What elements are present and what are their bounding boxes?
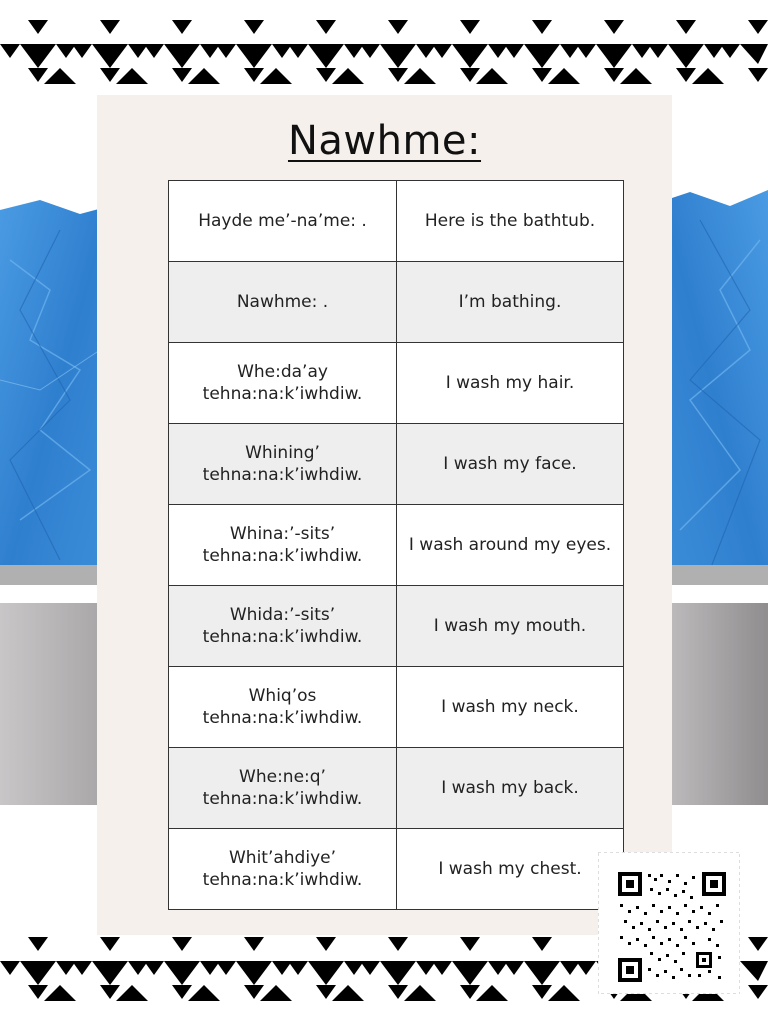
page-title: Nawhme:: [287, 118, 482, 164]
phrase-cell: Whiq’os tehna:na:k’iwhdiw.: [169, 667, 397, 748]
translation-cell: I wash my back.: [397, 748, 624, 829]
table-row: [169, 424, 624, 505]
phrase-cell: Whina:’-sits’ tehna:na:k’iwhdiw.: [169, 505, 397, 586]
table-row: [169, 505, 624, 586]
table-row: [169, 829, 624, 910]
crumpled-blue-paper-left: [0, 200, 110, 600]
table-row: [169, 181, 624, 262]
table-row: [169, 262, 624, 343]
phrase-cell: Whida:’-sits’ tehna:na:k’iwhdiw.: [169, 586, 397, 667]
translation-cell: I wash my neck.: [397, 667, 624, 748]
qr-code-icon[interactable]: [598, 852, 740, 994]
top-triangle-border: [0, 18, 768, 88]
translation-cell: I’m bathing.: [397, 262, 624, 343]
grey-shelf-right: [668, 565, 768, 805]
translation-cell: I wash my chest.: [397, 829, 624, 910]
vocabulary-table: [168, 180, 624, 910]
table-row: [169, 586, 624, 667]
crumpled-blue-paper-right: [660, 190, 768, 600]
table-row: [169, 748, 624, 829]
grey-shelf-left: [0, 565, 100, 805]
translation-cell: I wash my face.: [397, 424, 624, 505]
translation-cell: Here is the bathtub.: [397, 181, 624, 262]
translation-cell: I wash around my eyes.: [397, 505, 624, 586]
translation-cell: I wash my mouth.: [397, 586, 624, 667]
phrase-cell: Hayde me’-na’me: .: [169, 181, 397, 262]
table-row: [169, 343, 624, 424]
phrase-cell: Nawhme: .: [169, 262, 397, 343]
phrase-cell: Whit’ahdiye’ tehna:na:k’iwhdiw.: [169, 829, 397, 910]
phrase-cell: Whe:ne:q’ tehna:na:k’iwhdiw.: [169, 748, 397, 829]
phrase-cell: Whe:da’ay tehna:na:k’iwhdiw.: [169, 343, 397, 424]
translation-cell: I wash my hair.: [397, 343, 624, 424]
table-row: [169, 667, 624, 748]
phrase-cell: Whining’ tehna:na:k’iwhdiw.: [169, 424, 397, 505]
